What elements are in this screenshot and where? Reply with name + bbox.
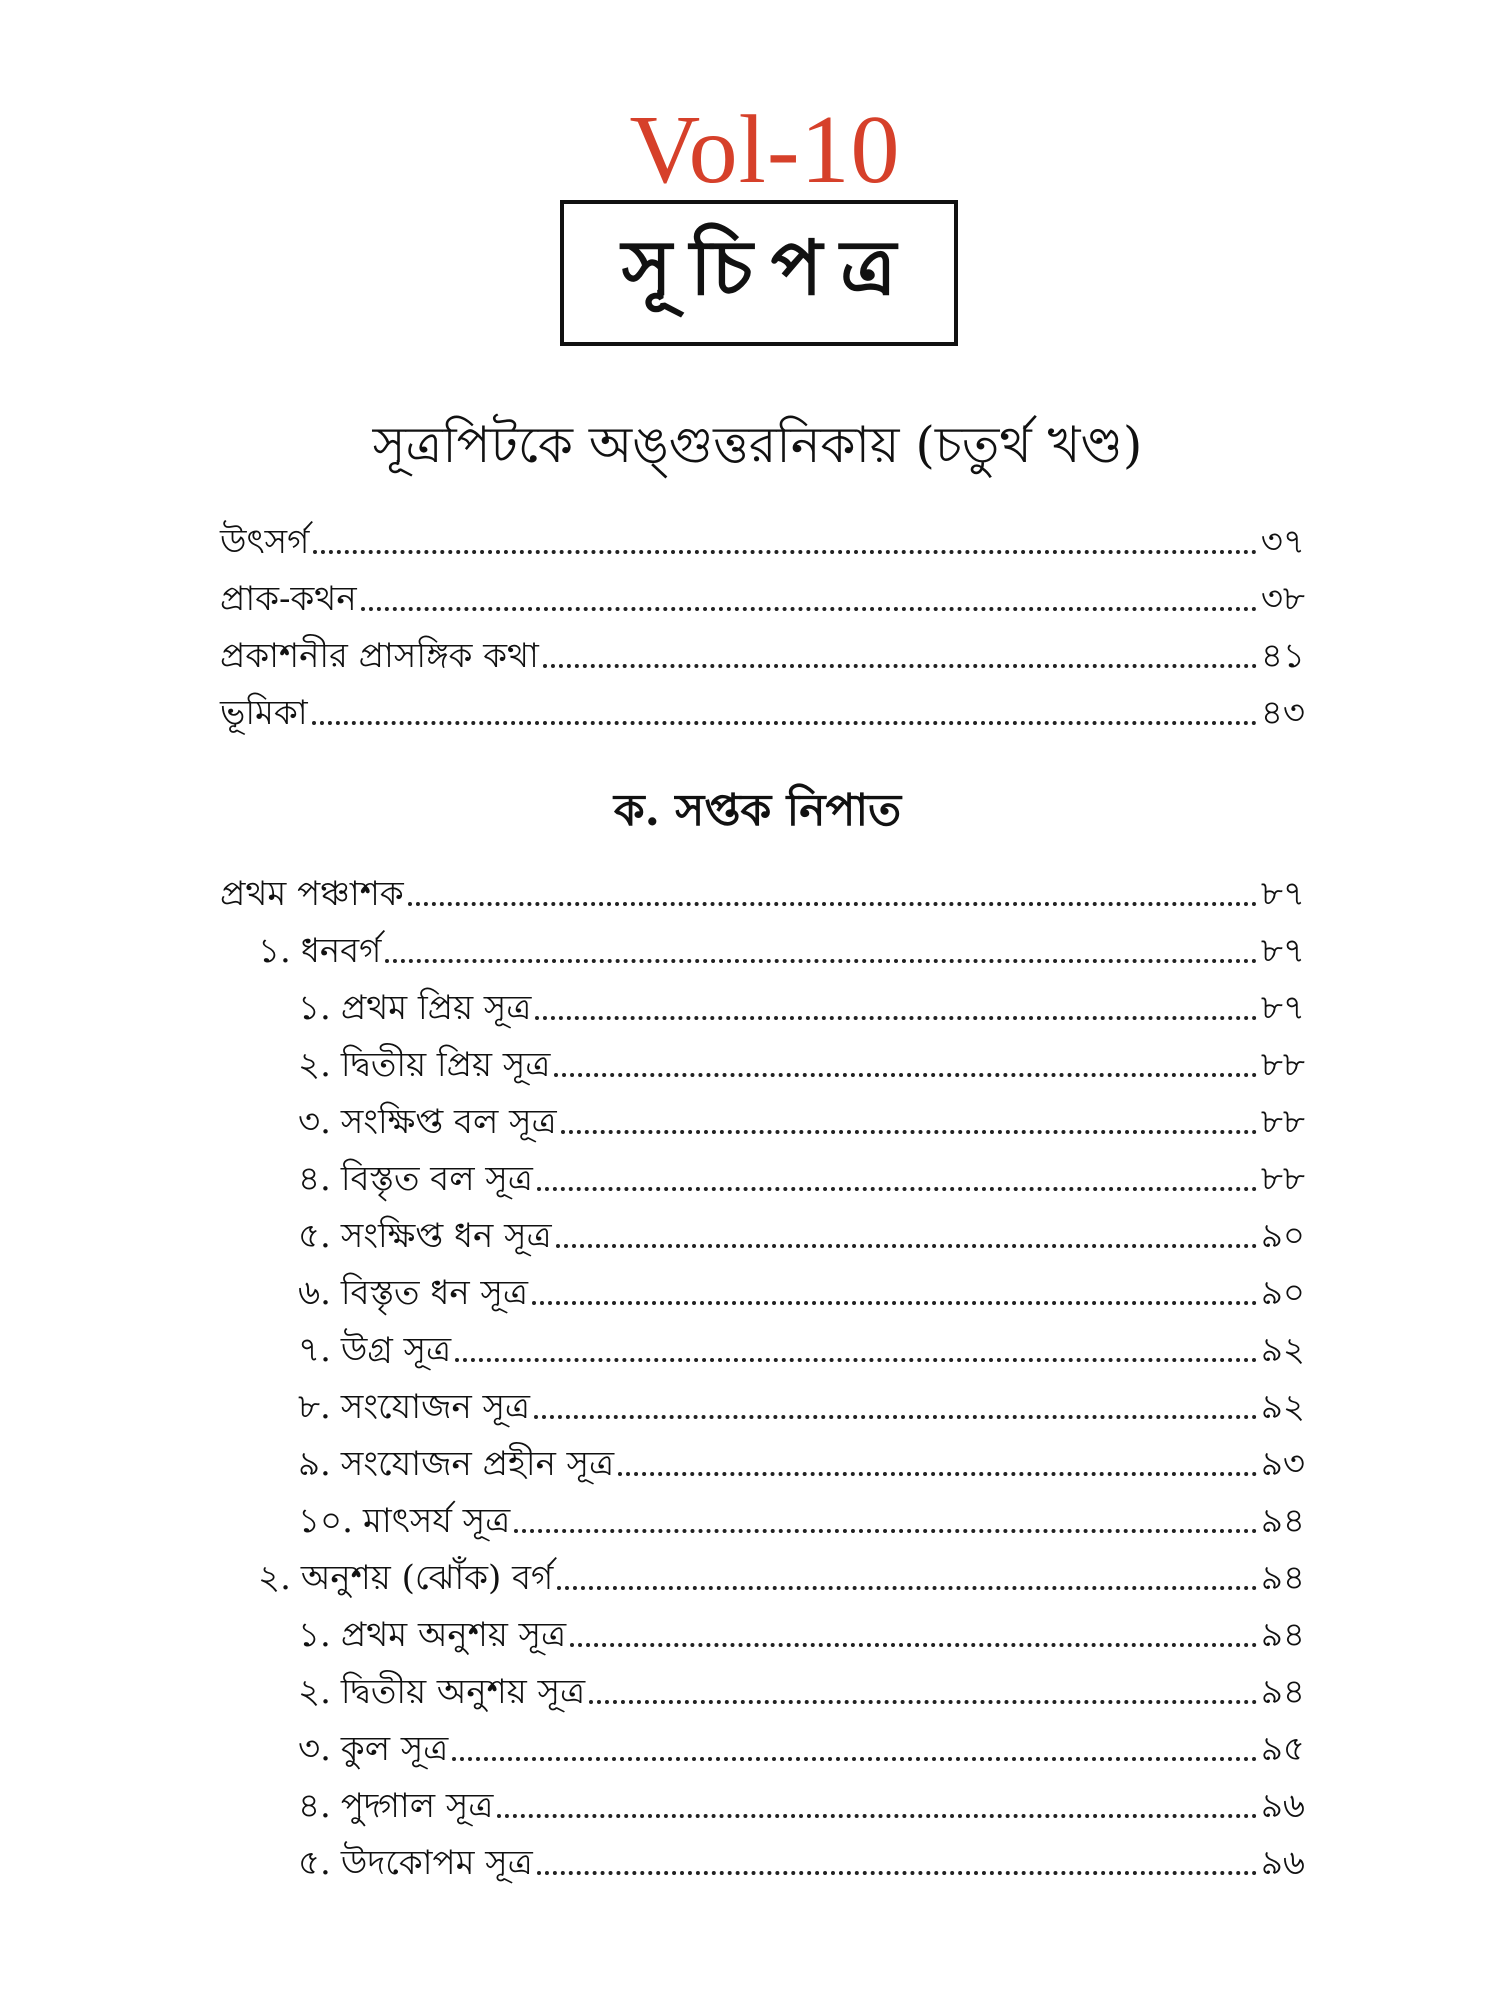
entry-label: ভূমিকা — [220, 693, 308, 733]
page-number: ৮৮ — [1260, 1045, 1305, 1085]
page-number: ৮৭ — [1260, 931, 1305, 971]
entry-number: ৬. — [298, 1273, 331, 1313]
toc-row-sutta — [298, 1603, 1305, 1659]
dot-leader — [452, 1756, 1257, 1761]
dot-leader — [534, 1414, 1257, 1419]
entry-number: ৮. — [298, 1387, 331, 1427]
toc-row-part — [220, 862, 1305, 918]
entry-label: বিস্তৃত ধন সূত্র — [340, 1273, 528, 1313]
dot-leader — [312, 720, 1257, 725]
dot-leader — [537, 1186, 1257, 1191]
page-number: ৪৩ — [1260, 693, 1305, 733]
toc-row-sutta — [298, 1717, 1305, 1773]
front-matter-row — [220, 510, 1305, 566]
toc-row-sutta — [298, 1261, 1305, 1317]
entry-label: পুদ্গাল সূত্র — [340, 1786, 494, 1826]
page-number: ৮৭ — [1260, 874, 1305, 914]
front-matter-row — [220, 567, 1305, 623]
dot-leader — [537, 1870, 1257, 1875]
entry-label: প্রাক-কথন — [220, 579, 357, 619]
dot-leader — [556, 1243, 1257, 1248]
entry-label: প্রথম প্রিয় সূত্র — [340, 988, 532, 1028]
toc-row-chapter — [258, 919, 1305, 975]
dot-leader — [385, 958, 1256, 963]
page-number: ৯৩ — [1260, 1444, 1305, 1484]
volume-label: Vol-10 — [629, 96, 901, 204]
entry-label: ধনবর্গ — [300, 931, 382, 971]
dot-leader — [361, 606, 1257, 611]
page-number: ৯০ — [1260, 1273, 1305, 1313]
toc-row-chapter — [258, 1546, 1305, 1602]
entry-label: উদকোপম সূত্র — [340, 1843, 533, 1883]
dot-leader — [313, 549, 1256, 554]
dot-leader — [497, 1813, 1256, 1818]
entry-number: ৫. — [298, 1216, 331, 1256]
front-matter-row — [220, 624, 1305, 680]
entry-number: ১. — [258, 931, 291, 971]
page-number: ৮৮ — [1260, 1102, 1305, 1142]
entry-number: ৫. — [298, 1843, 331, 1883]
dot-leader — [455, 1357, 1257, 1362]
entry-label: সংক্ষিপ্ত বল সূত্র — [340, 1102, 557, 1142]
toc-row-sutta — [298, 1147, 1305, 1203]
dot-leader — [543, 663, 1257, 668]
page-number: ৩৮ — [1260, 579, 1305, 619]
page-number: ৯২ — [1260, 1330, 1305, 1370]
toc-row-sutta — [298, 1660, 1305, 1716]
toc-row-sutta — [298, 1489, 1305, 1545]
toc-row-sutta — [298, 1090, 1305, 1146]
page-number: ৯৪ — [1260, 1558, 1305, 1598]
entry-number: ১. — [298, 988, 331, 1028]
dot-leader — [408, 901, 1257, 906]
page-number: ৯০ — [1260, 1216, 1305, 1256]
entry-number: ১. — [298, 1615, 331, 1655]
entry-number: ১০. — [298, 1501, 353, 1541]
toc-row-sutta — [298, 1774, 1305, 1830]
entry-label: সংক্ষিপ্ত ধন সূত্র — [340, 1216, 552, 1256]
entry-number: ৯. — [298, 1444, 331, 1484]
entry-number: ৭. — [298, 1330, 331, 1370]
entry-label: দ্বিতীয় অনুশয় সূত্র — [340, 1672, 586, 1712]
entry-label: অনুশয় (ঝোঁক) বর্গ — [300, 1558, 554, 1598]
page-number: ৯৬ — [1260, 1786, 1305, 1826]
front-matter-row — [220, 681, 1305, 737]
page-number: ৯৪ — [1260, 1501, 1305, 1541]
entry-label: প্রকাশনীর প্রাসঙ্গিক কথা — [220, 636, 539, 676]
dot-leader — [570, 1642, 1257, 1647]
toc-row-sutta — [298, 1318, 1305, 1374]
entry-number: ২. — [298, 1672, 331, 1712]
entry-label: প্রথম পঞ্চাশক — [220, 874, 404, 914]
dot-leader — [589, 1699, 1257, 1704]
entry-number: ২. — [298, 1045, 331, 1085]
toc-row-sutta — [298, 1432, 1305, 1488]
toc-row-sutta — [298, 976, 1305, 1032]
toc-row-sutta — [298, 1204, 1305, 1260]
entry-label: দ্বিতীয় প্রিয় সূত্র — [340, 1045, 551, 1085]
toc-row-sutta — [298, 1033, 1305, 1089]
section-heading: ক. সপ্তক নিপাত — [613, 785, 902, 836]
dot-leader — [557, 1585, 1257, 1590]
entry-number: ২. — [258, 1558, 291, 1598]
page-number: ৩৭ — [1260, 522, 1305, 562]
dot-leader — [618, 1471, 1257, 1476]
entry-label: উৎসর্গ — [220, 522, 310, 562]
dot-leader — [561, 1129, 1257, 1134]
entry-label: বিস্তৃত বল সূত্র — [340, 1159, 533, 1199]
page-number: ৯৬ — [1260, 1843, 1305, 1883]
dot-leader — [514, 1528, 1257, 1533]
toc-row-sutta — [298, 1831, 1305, 1887]
entry-label: উগ্র সূত্র — [340, 1330, 452, 1370]
entry-label: সংযোজন সূত্র — [340, 1387, 531, 1427]
page-title: সূচিপত্র — [621, 222, 915, 312]
dot-leader — [532, 1300, 1257, 1305]
page-number: ৯২ — [1260, 1387, 1305, 1427]
entry-number: ৪. — [298, 1159, 331, 1199]
entry-number: ৪. — [298, 1786, 331, 1826]
entry-number: ৩. — [298, 1729, 331, 1769]
entry-label: প্রথম অনুশয় সূত্র — [340, 1615, 567, 1655]
dot-leader — [535, 1015, 1256, 1020]
entry-label: সংযোজন প্রহীন সূত্র — [340, 1444, 615, 1484]
page-number: ৯৫ — [1260, 1729, 1305, 1769]
page-number: ৯৪ — [1260, 1672, 1305, 1712]
page-number: ৯৪ — [1260, 1615, 1305, 1655]
dot-leader — [554, 1072, 1257, 1077]
book-subtitle: সূত্রপিটকে অঙ্গুত্তরনিকায় (চতুর্থ খণ্ড) — [372, 416, 1143, 474]
entry-label: মাৎসর্য সূত্র — [362, 1501, 511, 1541]
entry-label: কুল সূত্র — [340, 1729, 449, 1769]
page-number: ৮৭ — [1260, 988, 1305, 1028]
title-box — [560, 200, 958, 346]
page-number: ৪১ — [1260, 636, 1305, 676]
page-number: ৮৮ — [1260, 1159, 1305, 1199]
toc-row-sutta — [298, 1375, 1305, 1431]
entry-number: ৩. — [298, 1102, 331, 1142]
